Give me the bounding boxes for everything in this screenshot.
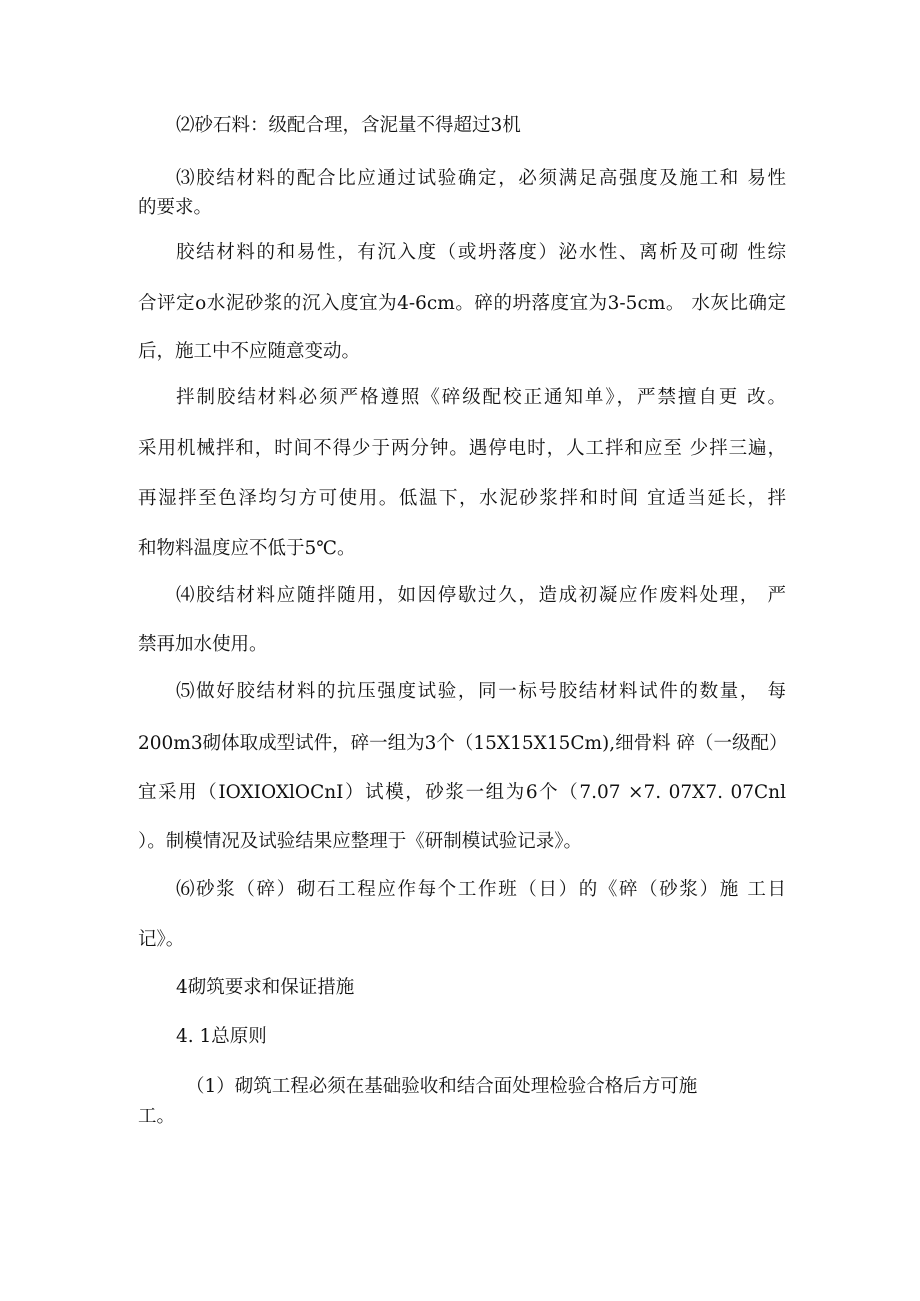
paragraph-line: 200m3砌体取成型试件，碎一组为3个（15X15X15Cm),细骨料 碎（一级配）	[138, 733, 788, 754]
paragraph-line: ⑵砂石料：级配合理，含泥量不得超过3机	[176, 115, 521, 136]
section-heading: 4砌筑要求和保证措施	[176, 977, 355, 998]
paragraph-line: 胶结材料的和易性，有沉入度（或坍落度）泌水性、离析及可砌 性综	[176, 242, 786, 263]
paragraph-line: 工。	[138, 1106, 176, 1127]
paragraph-line: ⑹砂浆（碎）砌石工程应作每个工作班（日）的《碎（砂浆）施 工日	[176, 879, 786, 900]
paragraph-line: 宜采用（IOXIOXlOCnI）试模，砂浆一组为6个（7.07 ×7. 07X7. 07Cnl	[138, 782, 786, 803]
paragraph-line: 禁再加水使用。	[138, 634, 268, 655]
paragraph-line: 记》。	[138, 929, 185, 950]
paragraph-line: ）。制模情况及试验结果应整理于《研制模试验记录》。	[138, 831, 583, 852]
paragraph-line: 拌制胶结材料必须严格遵照《碎级配校正通知单》，严禁擅自更 改。	[176, 387, 786, 408]
paragraph-line: （1）砌筑工程必须在基础验收和结合面处理检验合格后方可施	[186, 1076, 698, 1097]
paragraph-line: 和物料温度应不低于5℃。	[138, 538, 356, 559]
paragraph-line: 再湿拌至色泽均匀方可使用。低温下，水泥砂浆拌和时间 宜适当延长，拌	[138, 488, 786, 509]
paragraph-line: 合评定o水泥砂浆的沉入度宜为4-6cm。碎的坍落度宜为3-5cm。 水灰比确定	[138, 293, 786, 314]
paragraph-line: ⑷胶结材料应随拌随用，如因停歇过久，造成初凝应作废料处理， 严	[176, 585, 786, 606]
paragraph-line: ⑸做好胶结材料的抗压强度试验，同一标号胶结材料试件的数量， 每	[176, 681, 786, 702]
paragraph-line: ⑶胶结材料的配合比应通过试验确定，必须满足高强度及施工和 易性	[176, 168, 786, 189]
paragraph-line: 采用机械拌和，时间不得少于两分钟。遇停电时，人工拌和应至 少拌三遍，	[138, 438, 786, 459]
paragraph-line: 后，施工中不应随意变动。	[138, 341, 361, 362]
paragraph-line: 的要求。	[138, 197, 213, 218]
subsection-heading: 4. 1总原则	[176, 1026, 267, 1047]
